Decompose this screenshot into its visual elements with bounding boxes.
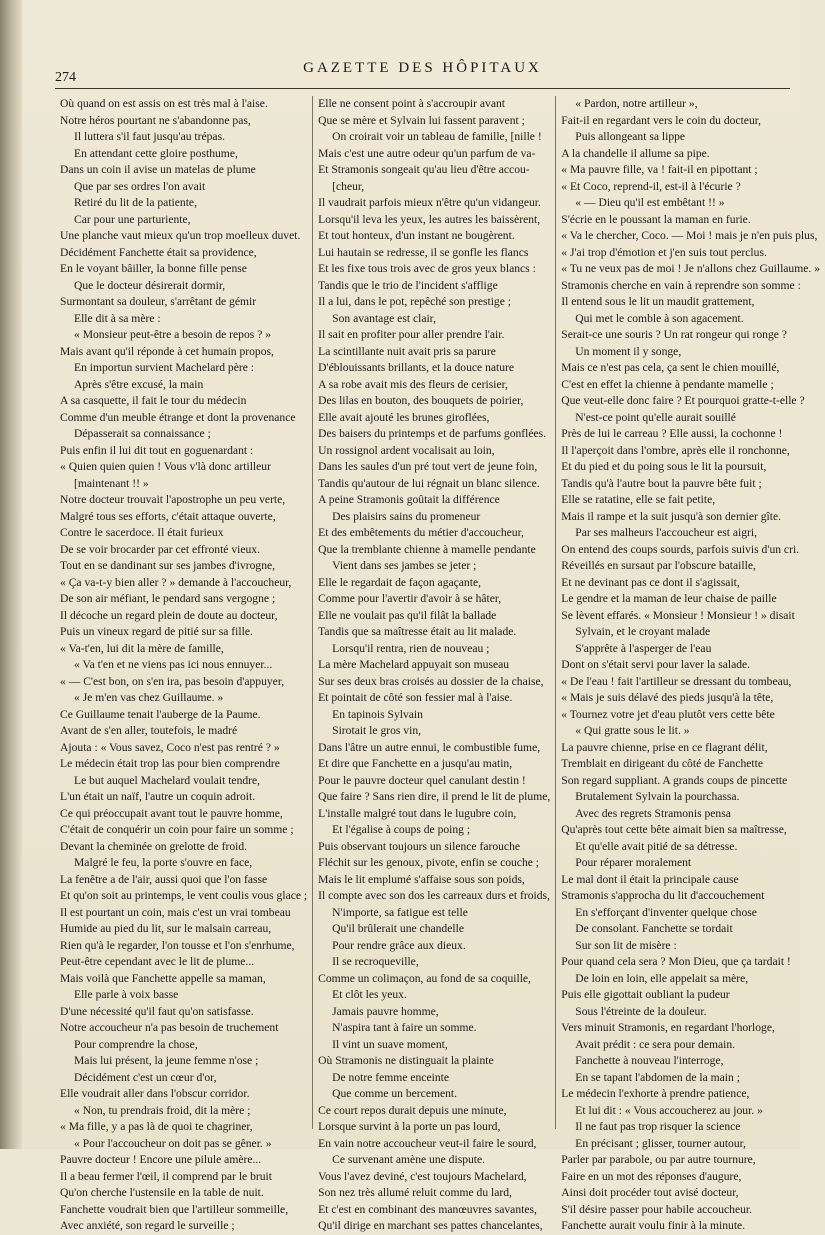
verse-line: Des plaisirs sains du promeneur <box>332 509 481 523</box>
verse-line: Puis elle gigottait oubliant la pudeur <box>561 988 730 1001</box>
verse-line: Il est pourtant un coin, mais c'est un vrai tombeau <box>60 905 291 919</box>
verse-line: Elle ne voulait pas qu'il filât la ballade <box>318 608 497 622</box>
verse-line: Il décoche un regard plein de doute au docteur, <box>60 608 278 622</box>
verse-line: Avant de s'en aller, toutefois, le madré <box>60 724 238 737</box>
verse-line: La scintillante nuit avait pris sa parure <box>318 344 496 358</box>
verse-line: Son avantage est clair, <box>332 311 436 325</box>
verse-line: « Non, tu prendrais froid, dit la mère ; <box>74 1103 251 1117</box>
verse-line: Tandis que sa maîtresse était au lit malade. <box>318 625 517 638</box>
verse-line: Son nez très allumé reluit comme du lard, <box>318 1186 512 1199</box>
verse-line: N'aspira tant à faire un somme. <box>332 1021 477 1034</box>
verse-line: Fléchit sur les genoux, pivote, enfin se couche ; <box>318 856 540 869</box>
verse-line: Décidément c'est un cœur d'or, <box>74 1070 217 1084</box>
verse-line: L'installe malgré tout dans le lugubre coin, <box>318 806 517 820</box>
verse-line: « Ma pauvre fille, va ! fait-il en pipottant ; <box>561 163 758 176</box>
verse-line: Et lui dit : « Vous accoucherez au jour. » <box>575 1103 763 1117</box>
verse-line: Un rossignol ardent vocalisait au loin, <box>318 443 495 457</box>
verse-line: Lorsqu'il leva les yeux, les autres les baissèrent, <box>318 212 541 226</box>
verse-line: Et l'égalise à coups de poing ; <box>332 823 471 836</box>
verse-line: Stramonis cherche en vain à reprendre son somme : <box>561 278 801 292</box>
verse-line: Mais le lit emplumé s'affaise sous son poids, <box>318 872 525 886</box>
verse-line: Pour réparer moralement <box>575 856 692 869</box>
page-binding-edge <box>0 0 22 1149</box>
verse-line: « Va t'en et ne viens pas ici nous ennuyer... <box>74 658 273 671</box>
verse-line: Serait-ce une souris ? Un rat rongeur qui ronge ? <box>561 328 787 341</box>
verse-line: Que se mère et Sylvain lui fassent paravent ; <box>318 113 525 127</box>
verse-line: Avait prédit : ce sera pour demain. <box>575 1037 736 1051</box>
verse-line: Que par ses ordres l'on avait <box>74 179 206 193</box>
verse-line: Vers minuit Stramonis, en regardant l'horloge, <box>561 1021 775 1034</box>
verse-line: Il sait en profiter pour aller prendre l'air. <box>318 328 505 341</box>
verse-line: Le gendre et la maman de leur chaise de paille <box>561 592 777 605</box>
verse-line: D'éblouissants brillants, et la douce nature <box>318 361 515 374</box>
verse-line: Ce survenant amène une dispute. <box>332 1153 486 1166</box>
verse-line: Un moment il y songe, <box>575 344 682 358</box>
column-2 <box>312 96 555 1232</box>
verse-line: C'était de conquérir un coin pour faire un somme ; <box>60 823 294 836</box>
verse-line: S'écrie en le poussant la maman en furie. <box>561 212 751 226</box>
text-columns <box>55 96 820 1232</box>
verse-line: Après s'être excusé, la main <box>74 377 204 391</box>
verse-line: Mais ce n'est pas cela, ça sent le chien mouillé, <box>561 361 780 374</box>
verse-line: Il vint un suave moment, <box>332 1037 448 1051</box>
verse-line: Sous l'étreinte de la douleur. <box>575 1004 707 1018</box>
verse-line: En le voyant bâiller, la bonne fille pense <box>60 262 247 275</box>
verse-line: Que faire ? Sans rien dire, il prend le lit de plume, <box>318 790 551 803</box>
column-3 <box>555 96 825 1232</box>
verse-line: Que le docteur désirerait dormir, <box>74 278 226 292</box>
verse-line: En attendant cette gloire posthume, <box>74 146 238 160</box>
verse-line: Vous l'avez deviné, c'est toujours Machelard, <box>318 1169 527 1183</box>
verse-line: Sylvain, et le croyant malade <box>575 625 711 638</box>
verse-line: « Ma fille, y a pas là de quoi te chagriner, <box>60 1120 253 1133</box>
verse-line: Puis enfin il lui dit tout en goguenardant : <box>60 443 254 457</box>
verse-line: Décidément Fanchette était sa providence, <box>60 245 257 259</box>
verse-line: Ce qui préoccupait avant tout le pauvre homme, <box>60 806 283 820</box>
verse-line: La pauvre chienne, prise en ce flagrant délit, <box>561 740 768 754</box>
verse-line: Contre le sacerdoce. Il était furieux <box>60 526 224 539</box>
verse-line: Malgré le feu, la porte s'ouvre en face, <box>74 856 253 869</box>
verse-line: Réveillés en sursaut par l'obscure bataille, <box>561 559 756 572</box>
verse-line: Par ses malheurs l'accoucheur est aigri, <box>575 526 757 539</box>
verse-line: Il ne faut pas trop risquer la science <box>575 1120 741 1133</box>
verse-line: « Monsieur peut-être a besoin de repos ? » <box>74 328 272 341</box>
verse-line: Dont on s'était servi pour laver la salade. <box>561 658 751 671</box>
verse-line: Fait-il en regardant vers le coin du docteur, <box>561 113 762 127</box>
verse-line: Et ne devinant pas ce dont il s'agissait, <box>561 575 740 589</box>
verse-line: Son regard suppliant. A grands coups de pincette <box>561 773 788 787</box>
verse-line: Faire en un mot des réponses d'augure, <box>561 1169 742 1183</box>
verse-line: A peine Stramonis goûtait la différence <box>318 493 500 506</box>
verse-line: Pour comprendre la chose, <box>74 1037 198 1051</box>
verse-line: On entend des coups sourds, parfois suivis d'un cri. <box>561 542 800 556</box>
verse-line: Où Stramonis ne distinguait la plainte <box>318 1054 494 1067</box>
verse-line: Il compte avec son dos les carreaux durs et froids, <box>318 889 550 902</box>
verse-line: « Et Coco, reprend-il, est-il à l'écurie ? <box>561 179 741 193</box>
verse-line: Ce Guillaume tenait l'auberge de la Paume. <box>60 707 261 721</box>
verse-line: Lui hautain se redresse, il se gonfle les flancs <box>318 245 529 259</box>
verse-line: Tandis qu'autour de lui régnait un blanc silence. <box>318 476 540 490</box>
verse-line: Ce court repos durait depuis une minute, <box>318 1103 507 1117</box>
verse-line: « De l'eau ! fait l'artilleur se dressant du tombeau, <box>561 674 792 688</box>
verse-line: Et des embêtements du métier d'accoucheur, <box>318 526 524 539</box>
verse-line: En vain notre accoucheur veut-il faire le sourd, <box>318 1136 537 1150</box>
verse-line: Notre accoucheur n'a pas besoin de truchement <box>60 1021 279 1034</box>
verse-line: Lorsque survint à la porte un pas lourd, <box>318 1120 501 1133</box>
verse-line: Et qu'on soit au printemps, le vent coulis vous glace ; <box>60 889 308 902</box>
verse-line: Il se recroqueville, <box>332 955 419 968</box>
verse-line: Malgré tous ses efforts, c'était attaque ouverte, <box>60 509 276 523</box>
verse-line: Comme un colimaçon, au fond de sa coquille, <box>318 971 531 985</box>
page-number: 274 <box>55 70 76 85</box>
page-header <box>55 52 790 85</box>
verse-line: Il luttera s'il faut jusqu'au trépas. <box>74 130 225 143</box>
verse-line: Et qu'elle avait pitié de sa détresse. <box>575 839 738 853</box>
verse-line: Elle dit à sa mère : <box>74 311 161 325</box>
verse-line: Fanchette aurait voulu finir à la minute. <box>561 1219 746 1232</box>
verse-line: Dans les saules d'un pré tout vert de jeune foin, <box>318 460 538 473</box>
verse-line: Près de lui le carreau ? Elle aussi, la cochonne ! <box>561 427 783 440</box>
verse-line: Ajouta : « Vous savez, Coco n'est pas rentré ? » <box>60 740 280 754</box>
verse-line: Et les fixe tous trois avec de gros yeux blancs : <box>318 262 536 275</box>
verse-line: Et Stramonis songeait qu'au lieu d'être accou- <box>318 163 530 176</box>
verse-line: De son air méfiant, le pendard sans vergogne ; <box>60 592 276 605</box>
verse-line: Pour le pauvre docteur quel canulant destin ! <box>318 773 526 787</box>
verse-line: A sa casquette, il fait le tour du médecin <box>60 394 247 407</box>
verse-line: Mais c'est une autre odeur qu'un parfum de va- <box>318 146 536 160</box>
verse-line: Lorsqu'il rentra, rien de nouveau ; <box>332 641 490 655</box>
verse-line: Dans l'âtre un autre ennui, le combustible fume, <box>318 740 541 754</box>
verse-line: Sur son lit de misère : <box>575 938 677 952</box>
verse-line: Avec anxiété, son regard le surveille ; <box>60 1219 235 1232</box>
verse-line: Et clôt les yeux. <box>332 988 407 1001</box>
verse-line: Surmontant sa douleur, s'arrêtant de gémir <box>60 295 257 308</box>
verse-line: Mais voilà que Fanchette appelle sa maman, <box>60 971 266 985</box>
verse-line: N'est-ce point qu'elle aurait souillé <box>575 410 736 424</box>
verse-line: « Tournez votre jet d'eau plutôt vers cette bête <box>561 707 775 721</box>
verse-line: Humide au pied du lit, sur le malsain carreau, <box>60 922 272 935</box>
verse-line: Sur ses deux bras croisés au dossier de la chaise, <box>318 674 544 688</box>
journal-title: GAZETTE DES HÔPITAUX <box>303 60 542 76</box>
verse-line: Et pointait de côté son fessier mal à l'aise. <box>318 691 513 704</box>
verse-line: Qu'on cherche l'ustensile en la table de nuit. <box>60 1186 264 1199</box>
verse-line: En importun survient Machelard père : <box>74 361 254 374</box>
verse-line: Tandis que le trio de l'incident s'afflige <box>318 278 498 292</box>
verse-line: Que comme un bercement. <box>332 1087 458 1100</box>
verse-line: A sa robe avait mis des fleurs de cerisier, <box>318 377 508 391</box>
header-rule <box>55 88 790 89</box>
verse-line: Pauvre docteur ! Encore une pilule amère... <box>60 1153 262 1166</box>
verse-line: S'apprête à l'asperger de l'eau <box>575 641 712 655</box>
verse-line: Elle ne consent point à s'accroupir avant <box>318 97 506 110</box>
verse-line: Le médecin l'exhorte à prendre patience, <box>561 1087 750 1100</box>
verse-line: Jamais pauvre homme, <box>332 1004 439 1018</box>
verse-line: Mais avant qu'il réponde à cet humain propos, <box>60 344 274 358</box>
verse-line: Puis allongeant sa lippe <box>575 130 686 143</box>
verse-line: Retiré du lit de la patiente, <box>74 196 197 209</box>
verse-line: De se voir brocarder par cet effronté vieux. <box>60 542 261 556</box>
verse-line: En précisant ; glisser, tourner autour, <box>575 1136 746 1150</box>
verse-line: « Quien quien quien ! Vous v'là donc artilleur <box>60 460 271 473</box>
verse-line: Pour rendre grâce aux dieux. <box>332 938 466 952</box>
verse-line: Dépasserait sa connaissance ; <box>74 427 211 440</box>
verse-line: Qu'il brûlerait une chandelle <box>332 922 464 935</box>
verse-line: [cheur, <box>332 179 365 193</box>
verse-line: Stramonis s'approcha du lit d'accouchement <box>561 889 765 902</box>
verse-line: Il entend sous le lit un maudit grattement, <box>561 295 755 308</box>
verse-line: Il a lui, dans le pot, repêché son prestige ; <box>318 295 511 308</box>
verse-line: La fenêtre a de l'air, aussi quoi que l'on fasse <box>60 872 268 886</box>
verse-line: Sirotait le gros vin, <box>332 724 422 737</box>
verse-line: Il a beau fermer l'œil, il comprend par le bruit <box>60 1169 272 1183</box>
verse-line: Où quand on est assis on est très mal à l'aise. <box>60 97 268 110</box>
verse-line: Tandis qu'à l'autre bout la pauvre bête fuit ; <box>561 476 762 490</box>
verse-line: « Pour l'accoucheur on doit pas se gêner. » <box>74 1136 272 1150</box>
verse-line: Dans un coin il avise un matelas de plume <box>60 163 256 176</box>
verse-line: De consolant. Fanchette se tordait <box>575 922 733 935</box>
verse-line: « Va-t'en, lui dit la mère de famille, <box>60 641 224 655</box>
verse-line: Mais il rampe et la suit jusqu'à son dernier gîte. <box>561 509 782 523</box>
verse-line: [maintenant !! » <box>74 476 149 490</box>
verse-line: Qu'il dirige en marchant ses pattes chancelantes, <box>318 1219 543 1232</box>
verse-line: « Tu ne veux pas de moi ! Je n'allons chez Guillaume. » <box>561 262 820 275</box>
verse-line: Le but auquel Machelard voulait tendre, <box>74 773 261 787</box>
verse-line: L'un était un naïf, l'autre un coquin adroit. <box>60 790 256 803</box>
verse-line: N'importe, sa fatigue est telle <box>332 905 468 919</box>
verse-line: Ainsi doit procéder tout avisé docteur, <box>561 1186 739 1199</box>
verse-line: De loin en loin, elle appelait sa mère, <box>575 971 749 985</box>
verse-line: « — Dieu qu'il est embêtant !! » <box>575 196 725 209</box>
verse-line: Pour quand cela sera ? Mon Dieu, que ça tardait ! <box>561 955 791 968</box>
verse-line: Des lilas en bouton, des bouquets de poirier, <box>318 394 524 407</box>
verse-line: La mère Machelard appuyait son museau <box>318 658 510 671</box>
verse-line: Comme d'un meuble étrange et dont la provenance <box>60 410 296 424</box>
verse-line: Et dire que Fanchette en a jusqu'au matin, <box>318 757 513 770</box>
verse-line: Et c'est en combinant des manœuvres savantes, <box>318 1202 537 1216</box>
verse-line: Tremblait en dirigeant du côté de Fanchette <box>561 757 764 770</box>
verse-line: Elle parle à voix basse <box>74 988 179 1001</box>
verse-line: D'une nécessité qu'il faut qu'on satisfasse. <box>60 1004 254 1018</box>
verse-line: A la chandelle il allume sa pipe. <box>561 146 710 160</box>
verse-line: Le médecin était trop las pour bien comprendre <box>60 757 280 770</box>
verse-line: « Qui gratte sous le lit. » <box>575 724 690 737</box>
verse-line: Il l'aperçoit dans l'ombre, après elle il ronchonne, <box>561 443 790 457</box>
verse-line: Brutalement Sylvain la pourchassa. <box>575 790 740 803</box>
verse-line: Devant la cheminée on grelotte de froid. <box>60 839 248 853</box>
verse-line: « Ça va-t-y bien aller ? » demande à l'accoucheur, <box>60 575 292 589</box>
verse-line: Des baisers du printemps et de parfums gonflées. <box>318 427 547 440</box>
verse-line: Rien qu'à le regarder, l'on tousse et l'on s'enrhume, <box>60 938 295 952</box>
verse-line: Que la tremblante chienne à mamelle pendante <box>318 542 536 556</box>
verse-line: Car pour une parturiente, <box>74 212 191 226</box>
verse-line: Avec des regrets Stramonis pensa <box>575 806 731 820</box>
verse-line: Puis observant toujours un silence farouche <box>318 839 521 853</box>
verse-line: Parler par parabole, ou par autre tournure, <box>561 1153 756 1166</box>
verse-line: Et du pied et du poing sous le lit la poursuit, <box>561 460 767 473</box>
verse-line: Tout en se dandinant sur ses jambes d'ivrogne, <box>60 559 276 572</box>
verse-line: « Je m'en vas chez Guillaume. » <box>74 691 224 704</box>
verse-line: Mais lui présent, la jeune femme n'ose ; <box>74 1054 259 1067</box>
verse-line: En tapinois Sylvain <box>332 707 423 721</box>
verse-line: Elle le regardait de façon agaçante, <box>318 575 481 589</box>
verse-line: En s'efforçant d'inventer quelque chose <box>575 905 757 919</box>
verse-line: Elle se ratatine, elle se fait petite, <box>561 493 716 506</box>
verse-line: Puis un vineux regard de pitié sur sa fille. <box>60 625 253 638</box>
verse-line: On croirait voir un tableau de famille, [nille ! <box>332 130 542 143</box>
verse-line: En se tapant l'abdomen de la main ; <box>575 1070 740 1084</box>
verse-line: Fanchette voudrait bien que l'artilleur sommeille, <box>60 1202 289 1216</box>
verse-line: C'est en effet la chienne à pendante mamelle ; <box>561 377 774 391</box>
verse-line: « Mais je suis délavé des pieds jusqu'à la tête, <box>561 691 774 704</box>
verse-line: Que veut-elle donc faire ? Et pourquoi gratte-t-elle ? <box>561 394 805 407</box>
verse-line: Le mal dont il était la principale cause <box>561 872 739 886</box>
verse-line: Se lèvent effarés. « Monsieur ! Monsieur ! » disait <box>561 608 795 622</box>
verse-line: Notre héros pourtant ne s'abandonne pas, <box>60 113 251 127</box>
verse-line: « J'ai trop d'émotion et j'en suis tout perclus. <box>561 245 767 259</box>
verse-line: Notre docteur trouvait l'apostrophe un peu verte, <box>60 493 286 506</box>
verse-line: Elle avait ajouté les brunes giroflées, <box>318 410 490 424</box>
verse-line: S'il désire passer pour habile accoucheur. <box>561 1202 753 1216</box>
verse-line: De notre femme enceinte <box>332 1070 449 1084</box>
verse-line: « Va le chercher, Coco. — Moi ! mais je n'en puis plus, <box>561 229 818 242</box>
verse-line: Qui met le comble à son agacement. <box>575 311 744 325</box>
verse-line: Elle voudrait aller dans l'obscur corridor. <box>60 1087 250 1100</box>
verse-line: Qu'après tout cette bête aimait bien sa maîtresse, <box>561 823 787 836</box>
verse-line: Peut-être cependant avec le lit de plume... <box>60 955 255 968</box>
verse-line: Il vaudrait parfois mieux n'être qu'un vidangeur. <box>318 196 541 209</box>
column-1 <box>55 96 312 1232</box>
verse-line: Fanchette à nouveau l'interroge, <box>575 1054 724 1067</box>
verse-line: Et tout honteux, d'un instant ne bougèrent. <box>318 229 515 242</box>
verse-line: Vient dans ses jambes se jeter ; <box>332 559 477 572</box>
verse-line: « Pardon, notre artilleur », <box>575 97 698 110</box>
verse-line: « — C'est bon, on s'en ira, pas besoin d'appuyer, <box>60 674 285 688</box>
verse-line: Une planche vaut mieux qu'un trop moelleux duvet. <box>60 229 301 242</box>
verse-line: Comme pour l'avertir d'avoir à se hâter, <box>318 592 502 605</box>
